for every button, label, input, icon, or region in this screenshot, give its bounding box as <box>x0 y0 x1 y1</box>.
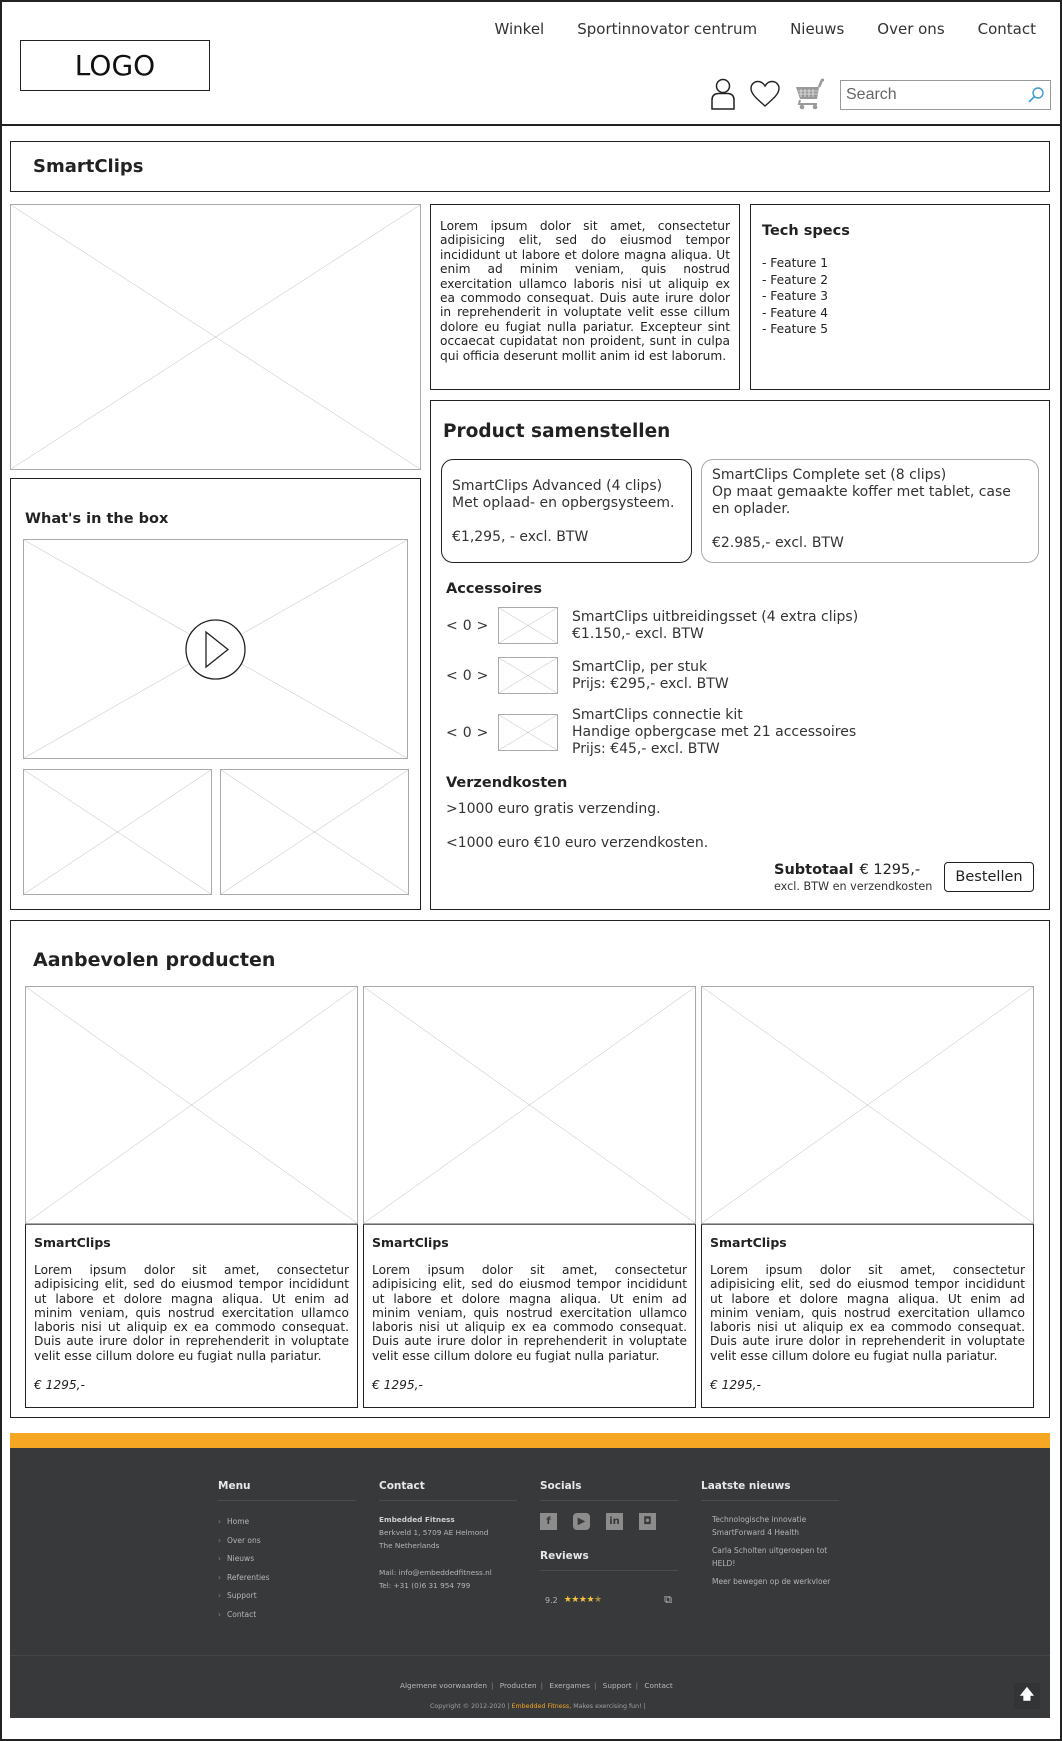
image-placeholder-icon <box>11 205 420 469</box>
spec-item: - Feature 1 <box>762 256 828 270</box>
footer-news <box>701 1480 839 1593</box>
accessory-thumbnail <box>498 657 558 694</box>
shipping-cost-line: <1000 euro €10 euro verzendkosten. <box>446 835 709 851</box>
decrement-button[interactable]: < <box>446 724 458 741</box>
star-rating-icon: ★★★★★ <box>563 1595 602 1605</box>
option-desc: Met oplaad- en opbergsysteem. <box>452 495 675 511</box>
whats-in-box-panel <box>10 478 421 910</box>
accessory-price: Prijs: €295,- excl. BTW <box>572 675 729 692</box>
address-line: Berkveld 1, 5709 AE Helmond <box>379 1528 489 1538</box>
card-title[interactable]: SmartClips <box>710 1235 787 1250</box>
footer-accent-bar <box>10 1433 1050 1448</box>
option-price: €1,295, - excl. BTW <box>452 529 589 545</box>
back-to-top-button[interactable] <box>1014 1683 1040 1709</box>
footer-contact <box>379 1480 517 1592</box>
main-nav <box>494 20 1036 38</box>
option-name: SmartClips Advanced (4 clips) <box>452 478 663 494</box>
accessory-thumbnail <box>498 607 558 644</box>
accessory-desc: Handige opbergcase met 21 accessoires <box>572 724 857 740</box>
card-title[interactable]: SmartClips <box>372 1235 449 1250</box>
box-thumbnail[interactable] <box>23 769 212 895</box>
tech-specs-panel <box>750 204 1050 390</box>
chevron-right-icon: › <box>218 1554 221 1563</box>
product-title: SmartClips <box>10 141 1050 192</box>
card-body <box>363 1224 696 1408</box>
cart-icon[interactable] <box>794 78 826 114</box>
footer <box>10 1433 1050 1718</box>
brand-link[interactable]: Embedded Fitness, <box>511 1703 572 1710</box>
card-price: € 1295,- <box>372 1378 423 1393</box>
external-link-icon[interactable]: ⧉ <box>664 1593 672 1606</box>
subtotal-label: Subtotaal <box>774 862 854 878</box>
search-input[interactable] <box>841 82 1021 108</box>
video-placeholder[interactable] <box>23 539 408 759</box>
nav-sportinnovator-centrum[interactable]: Sportinnovator centrum <box>577 20 758 38</box>
quantity-stepper <box>446 668 498 684</box>
footer-menu-item[interactable]: › Home <box>218 1517 250 1526</box>
increment-button[interactable]: > <box>476 724 489 741</box>
footer-menu-item[interactable]: › Over ons <box>218 1535 261 1545</box>
product-description: Lorem ipsum dolor sit amet, consectetur adipisicing elit, sed do eiusmod tempor incididunt ut labore et dolore magna aliqua. Ut enim ad minim veniam, quis nostrud exercitation ullamco laboris nisi ut aliquip ex ea commodo consequat. Duis aute irure dolor in reprehenderit in voluptate velit esse cillum dolore eu fugiat nulla pariatur. Excepteur sint occaecat cupidatat non proident, sunt in culpa qui officia deserunt mollit anim id est laborum. <box>430 204 740 390</box>
spec-item: - Feature 5 <box>762 322 828 336</box>
accessory-info <box>572 609 858 643</box>
shipping-free-line: >1000 euro gratis verzending. <box>446 801 661 817</box>
copyright: Copyright © 2012-2020 | Embedded Fitness, Makes exercising fun! | <box>430 1703 646 1710</box>
card-image[interactable] <box>701 986 1034 1224</box>
footer-reviews-title: Reviews <box>540 1550 678 1571</box>
subtotal-note: excl. BTW en verzendkosten <box>774 880 933 893</box>
option-complete-set[interactable] <box>701 459 1039 563</box>
quantity-stepper <box>446 618 498 634</box>
product-main-image <box>10 204 421 470</box>
footer-menu-title: Menu <box>218 1480 356 1501</box>
quantity-stepper <box>446 725 498 741</box>
accessories-title: Accessoires <box>446 581 543 597</box>
footer-link[interactable]: Support <box>602 1681 632 1690</box>
accessory-name: SmartClips uitbreidingsset (4 extra clips) <box>572 608 859 625</box>
chevron-right-icon: › <box>218 1572 221 1582</box>
card-price: € 1295,- <box>710 1378 761 1393</box>
chevron-right-icon: › <box>218 1609 221 1619</box>
nav-contact[interactable]: Contact <box>977 20 1036 38</box>
footer-menu-item[interactable]: › Contact <box>218 1609 257 1619</box>
accessory-row <box>446 657 729 694</box>
spec-item: - Feature 3 <box>762 289 828 303</box>
card-image[interactable] <box>25 986 358 1224</box>
accessory-thumbnail <box>498 714 558 751</box>
increment-button[interactable]: > <box>476 617 489 634</box>
accessory-price: Prijs: €45,- excl. BTW <box>572 741 720 757</box>
footer-menu-item[interactable]: › Referenties <box>218 1572 270 1582</box>
footer-links: Algemene voorwaarden | Producten | Exergames | Support | Contact <box>400 1681 673 1690</box>
review-rating[interactable] <box>540 1593 678 1607</box>
nav-nieuws[interactable]: Nieuws <box>790 20 845 38</box>
quantity-value: 0 <box>462 617 472 634</box>
linkedin-icon[interactable]: in <box>606 1513 623 1530</box>
card-image[interactable] <box>363 986 696 1224</box>
increment-button[interactable]: > <box>476 667 489 684</box>
contact-mail[interactable]: Mail: info@embeddedfitness.nl <box>379 1567 492 1577</box>
option-advanced[interactable] <box>441 459 692 563</box>
company-name: Embedded Fitness <box>379 1515 455 1524</box>
card-text: Lorem ipsum dolor sit amet, consectetur adipisicing elit, sed do eiusmod tempor incididunt ut labore et dolore magna aliqua. Ut enim ad minim veniam, quis nostrud exercitation ullamco laboris nisi ut aliquip ex ea commodo consequat. Duis aute irure dolor in reprehenderit in voluptate velit esse cillum dolore eu fugiat nulla pariatur. <box>710 1263 1025 1363</box>
card-price: € 1295,- <box>34 1378 85 1393</box>
address-country: The Netherlands <box>379 1541 440 1551</box>
search-icon[interactable] <box>1027 86 1045 108</box>
footer-link[interactable]: Producten <box>499 1681 537 1690</box>
quantity-value: 0 <box>462 724 472 741</box>
chevron-right-icon: › <box>218 1517 221 1526</box>
spec-item: - Feature 2 <box>762 272 828 287</box>
chevron-right-icon: › <box>218 1535 221 1545</box>
review-score: 9.2 <box>545 1595 558 1605</box>
header <box>0 0 1062 126</box>
accessory-info <box>572 659 729 693</box>
accessory-info <box>572 707 856 758</box>
shipping-title: Verzendkosten <box>446 775 568 791</box>
footer-contact-title: Contact <box>379 1480 517 1501</box>
youtube-icon[interactable]: ▶ <box>573 1513 590 1530</box>
accessory-price: €1.150,- excl. BTW <box>572 625 704 642</box>
accessory-row <box>446 607 858 644</box>
option-desc: Op maat gemaakte koffer met tablet, case en oplader. <box>712 484 1011 517</box>
option-price: €2.985,- excl. BTW <box>712 535 844 551</box>
footer-socials-title: Socials <box>540 1480 678 1501</box>
footer-link[interactable]: Contact <box>644 1681 673 1690</box>
quantity-value: 0 <box>462 667 472 684</box>
option-name: SmartClips Complete set (8 clips) <box>712 467 947 483</box>
accessory-row <box>446 707 856 758</box>
recommended-title: Aanbevolen producten <box>33 949 276 971</box>
play-icon[interactable] <box>185 619 246 680</box>
tech-specs-list <box>762 255 1038 338</box>
instagram-icon[interactable]: ◘ <box>639 1513 656 1530</box>
logo[interactable]: LOGO <box>20 40 210 91</box>
header-icons <box>710 78 826 114</box>
box-thumbnail[interactable] <box>220 769 409 895</box>
contact-details <box>379 1513 517 1592</box>
footer-link[interactable]: Exergames <box>549 1681 590 1690</box>
decrement-button[interactable]: < <box>446 617 458 634</box>
card-body <box>25 1224 358 1408</box>
decrement-button[interactable]: < <box>446 667 458 684</box>
card-title[interactable]: SmartClips <box>34 1235 111 1250</box>
product-configurator <box>430 400 1050 910</box>
accessory-name: SmartClip, per stuk <box>572 658 708 675</box>
facebook-icon[interactable]: f <box>540 1513 557 1530</box>
card-body <box>701 1224 1034 1408</box>
spec-item: - Feature 4 <box>762 305 828 320</box>
news-item[interactable]: Meer bewegen op de werkvloer <box>712 1577 831 1586</box>
card-text: Lorem ipsum dolor sit amet, consectetur adipisicing elit, sed do eiusmod tempor incididunt ut labore et dolore magna aliqua. Ut enim ad minim veniam, quis nostrud exercitation ullamco laboris nisi ut aliquip ex ea commodo consequat. Duis aute irure dolor in reprehenderit in voluptate velit esse cillum dolore eu fugiat nulla pariatur. <box>372 1263 687 1363</box>
contact-tel[interactable]: Tel: +31 (0)6 31 954 799 <box>379 1581 471 1591</box>
user-icon[interactable] <box>710 78 736 114</box>
chevron-right-icon: › <box>218 1591 221 1600</box>
footer-menu-item[interactable]: › Support <box>218 1591 257 1600</box>
whats-in-box-title: What's in the box <box>25 511 169 527</box>
nav-over-ons[interactable]: Over ons <box>877 20 945 38</box>
search-box <box>840 80 1051 110</box>
footer-menu <box>218 1480 356 1624</box>
footer-socials <box>540 1480 678 1607</box>
news-item[interactable]: Technologische innovatie SmartForward 4 Health <box>712 1515 807 1537</box>
footer-link[interactable]: Algemene voorwaarden <box>400 1681 487 1690</box>
card-text: Lorem ipsum dolor sit amet, consectetur adipisicing elit, sed do eiusmod tempor incididunt ut labore et dolore magna aliqua. Ut enim ad minim veniam, quis nostrud exercitation ullamco laboris nisi ut aliquip ex ea commodo consequat. Duis aute irure dolor in reprehenderit in voluptate velit esse cillum dolore eu fugiat nulla pariatur. <box>34 1263 349 1363</box>
configurator-title: Product samenstellen <box>443 421 671 442</box>
order-button[interactable]: Bestellen <box>944 862 1034 892</box>
footer-menu-item[interactable]: › Nieuws <box>218 1554 255 1563</box>
accessory-name: SmartClips connectie kit <box>572 707 743 723</box>
footer-news-title: Laatste nieuws <box>701 1480 839 1501</box>
subtotal <box>774 862 932 893</box>
footer-divider <box>10 1655 1050 1656</box>
subtotal-value: € 1295,- <box>859 862 921 878</box>
nav-winkel[interactable]: Winkel <box>494 20 545 38</box>
tech-specs-title: Tech specs <box>762 223 850 239</box>
arrow-up-icon: 🡅 <box>1019 1687 1035 1703</box>
news-item[interactable]: Carla Scholten uitgeroepen tot HELD! <box>712 1546 828 1568</box>
heart-icon[interactable] <box>750 80 780 112</box>
